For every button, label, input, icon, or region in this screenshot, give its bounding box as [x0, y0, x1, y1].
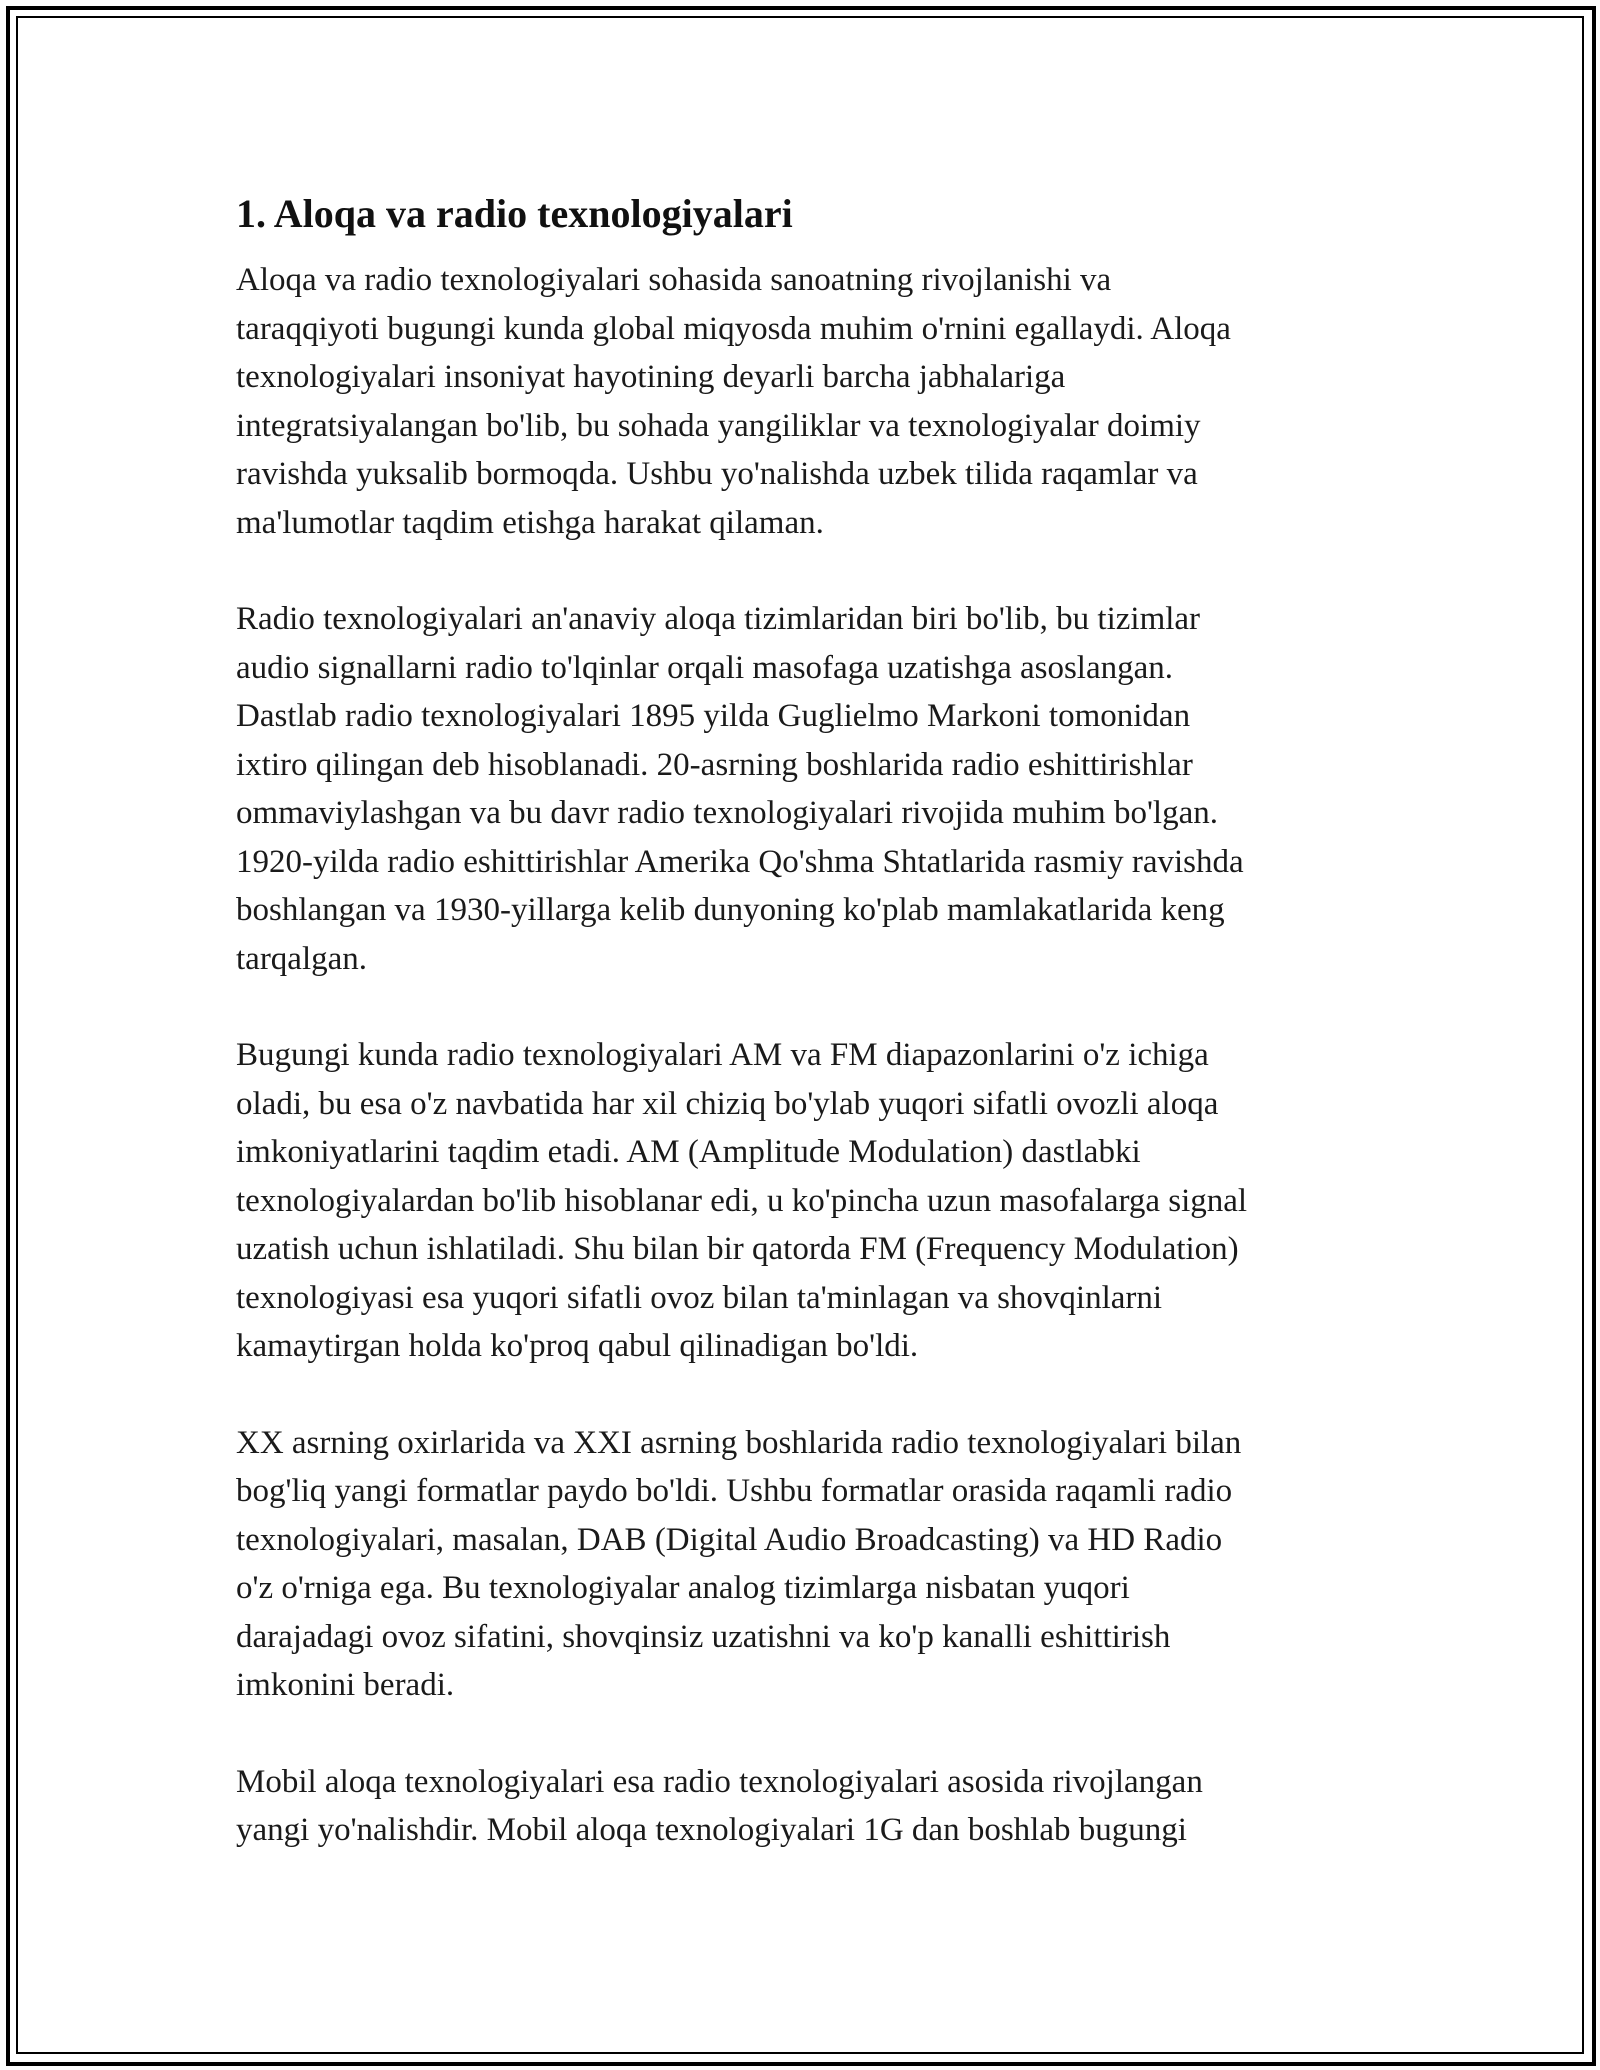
section-heading: 1. Aloqa va radio texnologiyalari	[236, 191, 793, 236]
document-body	[236, 184, 1376, 1903]
paragraph-am-fm: Bugungi kunda radio texnologiyalari AM va FM diapazonlarini o'z ichiga oladi, bu esa o'z navbatida har xil chiziq bo'ylab yuqori sifatli ovozli aloqa imkoniyatlarini taqdim etadi. AM (Amplitude Modulation) dastlabki texnologiyalardan bo'lib hisoblanar edi, u ko'pincha uzun masofalarga signal uzatish uchun ishlatiladi. Shu bilan bir qatorda FM (Frequency Modulation) texnologiyasi esa yuqori sifatli ovoz bilan ta'minlagan va shovqinlarni kamaytirgan holda ko'proq qabul qilinadigan bo'ldi.	[236, 1037, 1248, 1364]
paragraph-intro: Aloqa va radio texnologiyalari sohasida sanoatning rivojlanishi va taraqqiyoti bugungi kunda global miqyosda muhim o'rnini egallaydi. Aloqa texnologiyalari insoniyat hayotining deyarli barcha jabhalariga integratsiyalangan bo'lib, bu sohada yangiliklar va texnologiyalar doimiy ravishda yuksalib bormoqda. Ushbu yo'nalishda uzbek tilida raqamlar va ma'lumotlar taqdim etishga harakat qilaman.	[236, 262, 1231, 541]
paragraph-digital-radio: XX asrning oxirlarida va XXI asrning boshlarida radio texnologiyalari bilan bog'liq yangi formatlar paydo bo'ldi. Ushbu formatlar orasida raqamli radio texnologiyalari, masalan, DAB (Digital Audio Broadcasting) va HD Radio o'z o'rniga ega. Bu texnologiyalar analog tizimlarga nisbatan yuqori darajadagi ovoz sifatini, shovqinsiz uzatishni va ko'p kanalli eshittirish imkonini beradi.	[236, 1424, 1242, 1703]
paragraph-radio-history: Radio texnologiyalari an'anaviy aloqa tizimlaridan biri bo'lib, bu tizimlar audio signallarni radio to'lqinlar orqali masofaga uzatishga asoslangan. Dastlab radio texnologiyalari 1895 yilda Guglielmo Markoni tomonidan ixtiro qilingan deb hisoblanadi. 20-asrning boshlarida radio eshittirishlar ommaviylashgan va bu davr radio texnologiyalari rivojida muhim bo'lgan. 1920-yilda radio eshittirishlar Amerika Qo'shma Shtatlarida rasmiy ravishda boshlangan va 1930-yillarga kelib dunyoning ko'plab mamlakatlarida keng tarqalgan.	[236, 601, 1244, 977]
paragraph-mobile: Mobil aloqa texnologiyalari esa radio texnologiyalari asosida rivojlangan yangi yo'nalishdir. Mobil aloqa texnologiyalari 1G dan boshlab bugungi	[236, 1763, 1203, 1848]
